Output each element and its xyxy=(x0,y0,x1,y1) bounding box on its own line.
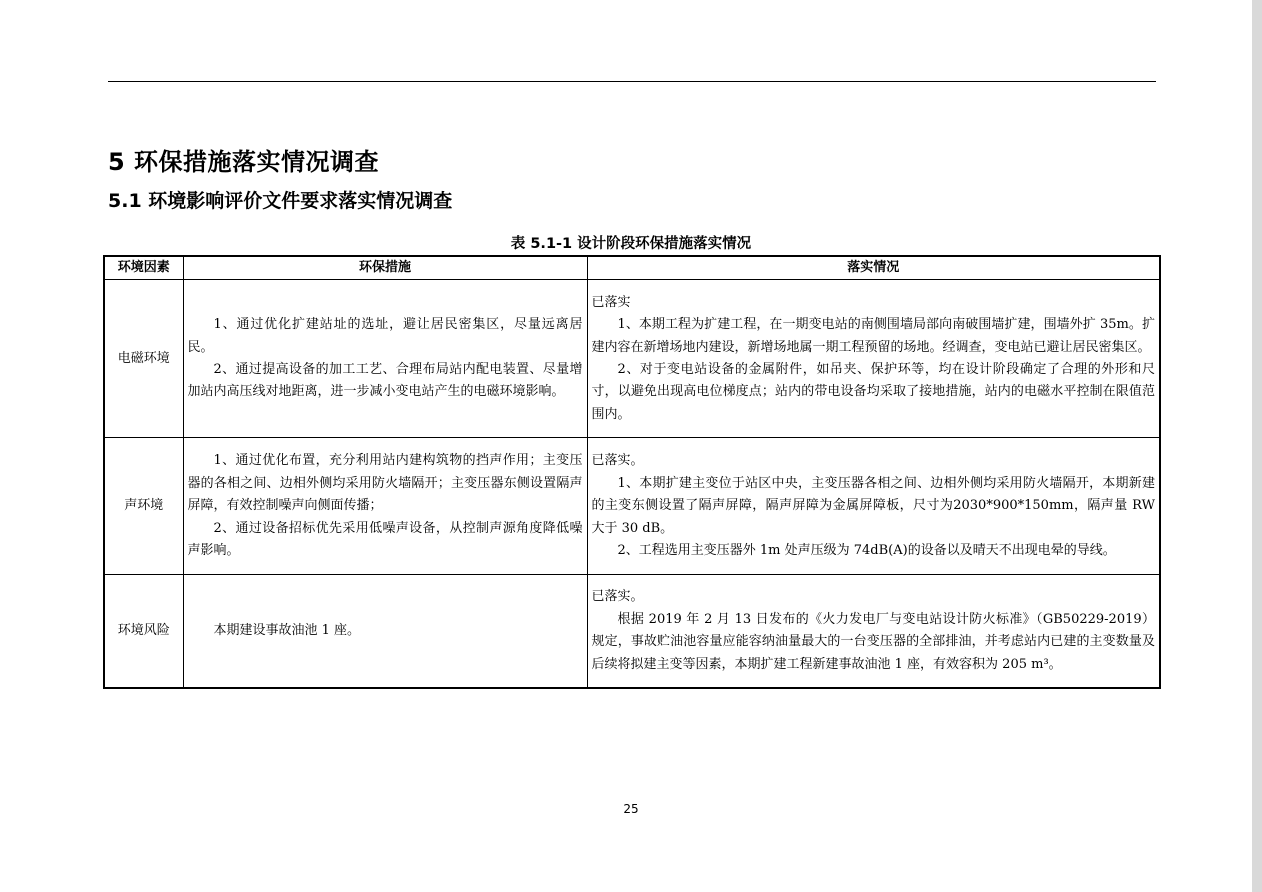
measure-text: 1、通过优化布置，充分利用站内建构筑物的挡声作用；主变压器的各相之间、边相外侧均采用防火墙隔开；主变压器东侧设置隔声屏障，有效控制噪声向侧面传播； xyxy=(187,453,583,514)
detail-text: 1、本期工程为扩建工程，在一期变电站的南侧围墙局部向南破围墙扩建，围墙外扩 35m。扩建内容在新增场地内建设，新增场地属一期工程预留的场地。经调查，变电站已避让居民密集区。 xyxy=(591,317,1155,355)
implementation-cell xyxy=(587,575,1160,688)
header-measures: 环保措施 xyxy=(183,256,587,280)
measures-cell xyxy=(183,575,587,688)
detail-text: 根据 2019 年 2 月 13 日发布的《火力发电厂与变电站设计防火标准》（GB50229-2019）规定，事故贮油池容量应能容纳油量最大的一台变压器的全部排油，并考虑站内已建的主变数量及后续将拟建主变等因素，本期扩建工程新建事故油池 1 座，有效容积为 205 m³。 xyxy=(591,611,1155,672)
status-text: 已落实。 xyxy=(591,453,644,469)
table-row xyxy=(104,438,1160,575)
factor-cell: 声环境 xyxy=(104,438,183,575)
table-row xyxy=(104,575,1160,688)
measures-cell xyxy=(183,438,587,575)
factor-cell: 电磁环境 xyxy=(104,280,183,438)
page-edge-shadow xyxy=(1252,0,1262,892)
implementation-cell xyxy=(587,280,1160,438)
detail-text: 2、对于变电站设备的金属附件，如吊夹、保护环等，均在设计阶段确定了合理的外形和尺寸，以避免出现高电位梯度点；站内的带电设备均采取了接地措施，站内的电磁水平控制在限值范围内。 xyxy=(591,361,1155,422)
page-number: 25 xyxy=(623,802,639,816)
measure-text: 2、通过设备招标优先采用低噪声设备，从控制声源角度降低噪声影响。 xyxy=(187,520,583,559)
detail-text: 1、本期扩建主变位于站区中央，主变压器各相之间、边相外侧均采用防火墙隔开，本期新建的主变东侧设置了隔声屏障，隔声屏障为金属屏障板，尺寸为2030*900*150mm，隔声量 RW 大于 30 dB。 xyxy=(591,475,1155,536)
header-implementation: 落实情况 xyxy=(587,256,1160,280)
header-factor: 环境因素 xyxy=(104,256,183,280)
measures-cell xyxy=(183,280,587,438)
header-rule xyxy=(108,81,1156,82)
measure-text: 2、通过提高设备的加工工艺、合理布局站内配电装置、尽量增加站内高压线对地距离，进一步减小变电站产生的电磁环境影响。 xyxy=(187,361,583,400)
implementation-cell xyxy=(587,438,1160,575)
table-header-row xyxy=(104,256,1160,280)
measure-text: 本期建设事故油池 1 座。 xyxy=(213,622,361,638)
section-heading: 5.1 环境影响评价文件要求落实情况调查 xyxy=(108,190,453,212)
status-text: 已落实。 xyxy=(591,589,644,605)
table-row xyxy=(104,280,1160,438)
table-caption: 表 5.1-1 设计阶段环保措施落实情况 xyxy=(510,236,752,252)
detail-text: 2、工程选用主变压器外 1m 处声压级为 74dB(A)的设备以及晴天不出现电晕的导线。 xyxy=(617,543,1116,559)
status-text: 已落实 xyxy=(591,294,631,310)
factor-cell: 环境风险 xyxy=(104,575,183,688)
measure-text: 1、通过优化扩建站址的选址，避让居民密集区，尽量远离居民。 xyxy=(187,317,583,355)
chapter-heading: 5 环保措施落实情况调查 xyxy=(108,148,380,176)
measures-table xyxy=(103,255,1161,689)
